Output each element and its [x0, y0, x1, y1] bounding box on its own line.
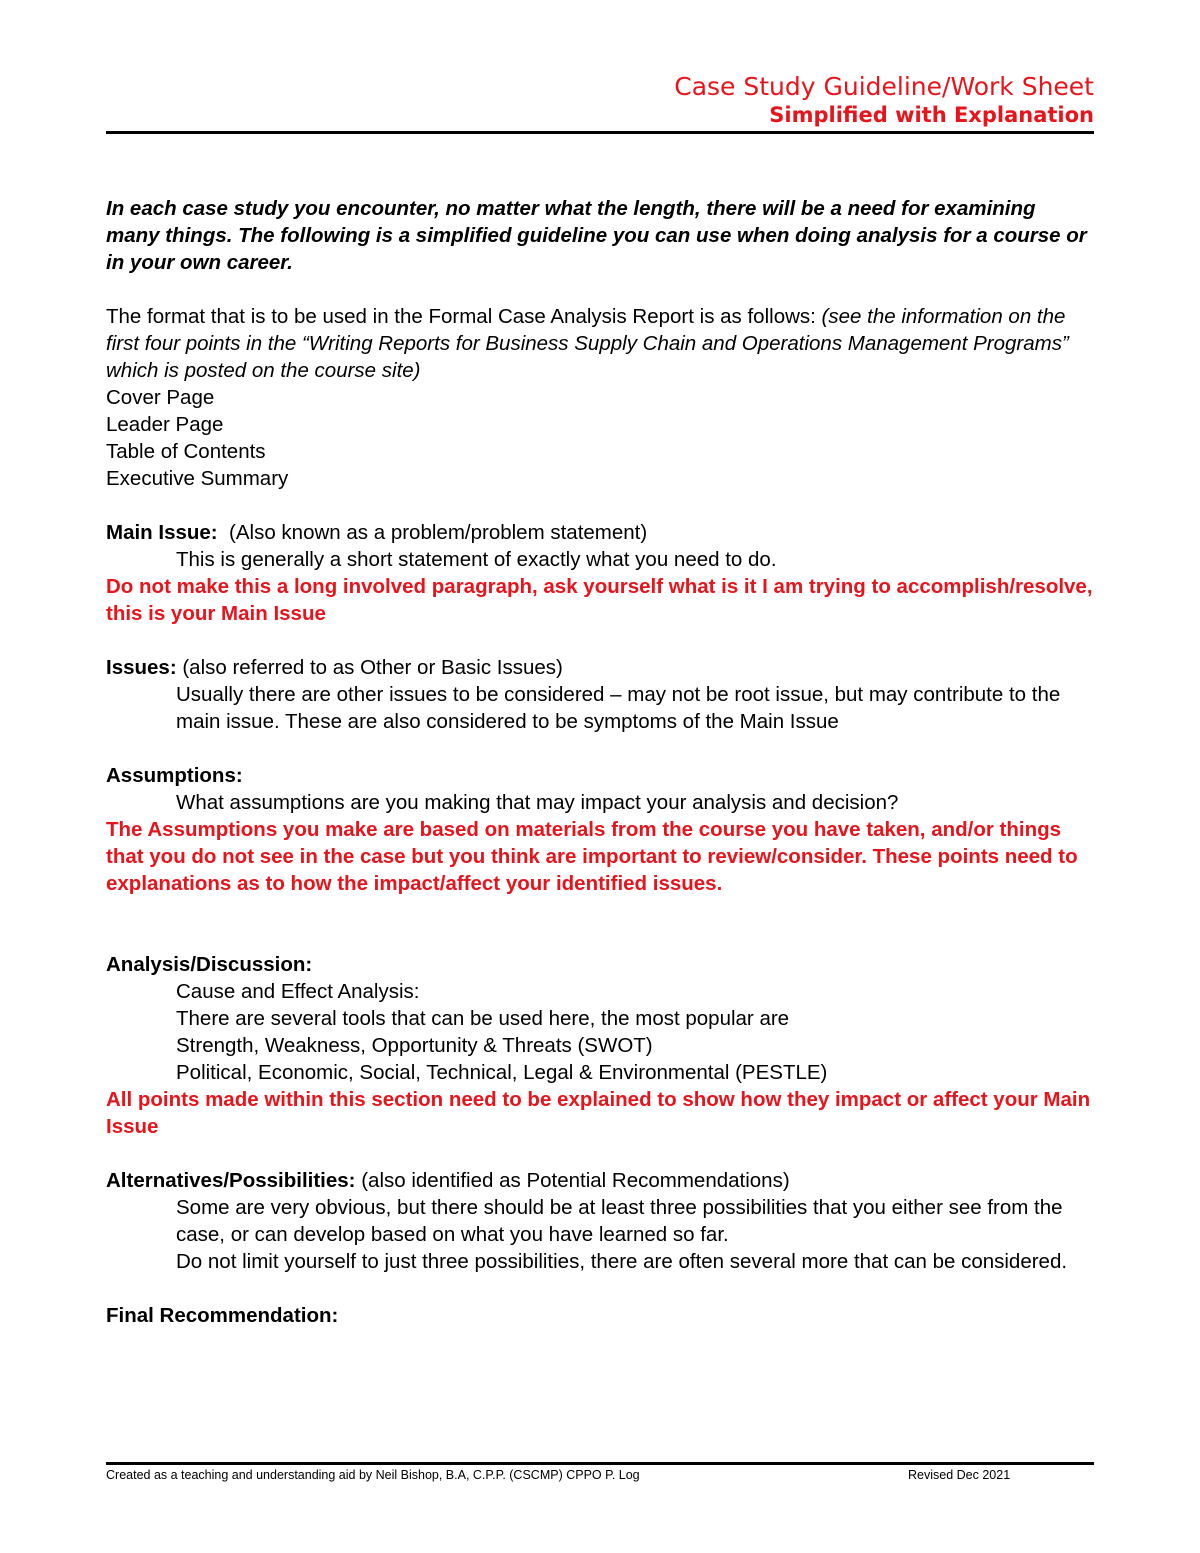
format-item-leader-page: Leader Page	[106, 413, 224, 436]
footer-revision-date: Revised Dec 2021	[908, 1468, 1011, 1482]
footer-credit: Created as a teaching and understanding aid by Neil Bishop, B.A, C.P.P. (CSCMP) CPPO P. Log	[106, 1468, 640, 1482]
format-paragraph	[106, 303, 1094, 384]
main-issue-heading-line	[106, 519, 1094, 546]
document-subtitle: Simplified with Explanation	[769, 103, 1094, 127]
document-title: Case Study Guideline/Work Sheet	[674, 72, 1094, 101]
assumptions-emphasis: The Assumptions you make are based on materials from the course you have taken, and/or things that you do not see in the case but you think are important to review/consider. These points need to explanations as to how the impact/affect your identified issues.	[106, 818, 1078, 895]
main-issue-heading: Main Issue:	[106, 521, 218, 544]
analysis-line-tools: There are several tools that can be used here, the most popular are	[176, 1007, 790, 1030]
final-recommendation-heading: Final Recommendation:	[106, 1304, 339, 1327]
alternatives-qualifier: (also identified as Potential Recommendations)	[355, 1169, 790, 1192]
analysis-line-swot: Strength, Weakness, Opportunity & Threats (SWOT)	[176, 1034, 653, 1057]
alternatives-text-2: Do not limit yourself to just three possibilities, there are often several more that can be considered.	[176, 1250, 1068, 1273]
header-divider	[106, 131, 1094, 134]
issues-text: Usually there are other issues to be considered – may not be root issue, but may contribute to the main issue. These are also considered to be symptoms of the Main Issue	[176, 683, 1061, 733]
main-issue-emphasis: Do not make this a long involved paragraph, ask yourself what is it I am trying to accomplish/resolve, this is your Main Issue	[106, 575, 1093, 625]
alternatives-heading: Alternatives/Possibilities:	[106, 1169, 356, 1192]
alternatives-heading-line	[106, 1167, 1094, 1194]
format-lead: The format that is to be used in the Formal Case Analysis Report is as follows:	[106, 305, 822, 328]
assumptions-heading: Assumptions:	[106, 764, 243, 787]
analysis-line-pestle: Political, Economic, Social, Technical, Legal & Environmental (PESTLE)	[176, 1061, 828, 1084]
issues-heading: Issues:	[106, 656, 177, 679]
intro-paragraph: In each case study you encounter, no matter what the length, there will be a need for examining many things. The following is a simplified guideline you can use when doing analysis for a course or in your own career.	[106, 197, 1087, 274]
format-item-cover-page: Cover Page	[106, 386, 215, 409]
footer-divider	[106, 1462, 1094, 1465]
analysis-line-cause-effect: Cause and Effect Analysis:	[176, 980, 420, 1003]
issues-qualifier: (also referred to as Other or Basic Issues)	[176, 656, 563, 679]
alternatives-text-1: Some are very obvious, but there should be at least three possibilities that you either see from the case, or can develop based on what you have learned so far.	[176, 1196, 1063, 1246]
assumptions-text: What assumptions are you making that may impact your analysis and decision?	[176, 791, 899, 814]
format-item-executive-summary: Executive Summary	[106, 467, 289, 490]
analysis-emphasis: All points made within this section need to be explained to show how they impact or affect your Main Issue	[106, 1088, 1091, 1138]
main-issue-qualifier: (Also known as a problem/problem statement)	[217, 521, 648, 544]
document-body	[106, 195, 1094, 1329]
format-note: (see the information on the first four points in the “Writing Reports for Business Supply Chain and Operations Management Programs” which is posted on the course site)	[106, 305, 1069, 382]
main-issue-text: This is generally a short statement of exactly what you need to do.	[176, 548, 777, 571]
analysis-heading: Analysis/Discussion:	[106, 953, 313, 976]
format-item-table-of-contents: Table of Contents	[106, 440, 266, 463]
issues-heading-line	[106, 654, 1094, 681]
